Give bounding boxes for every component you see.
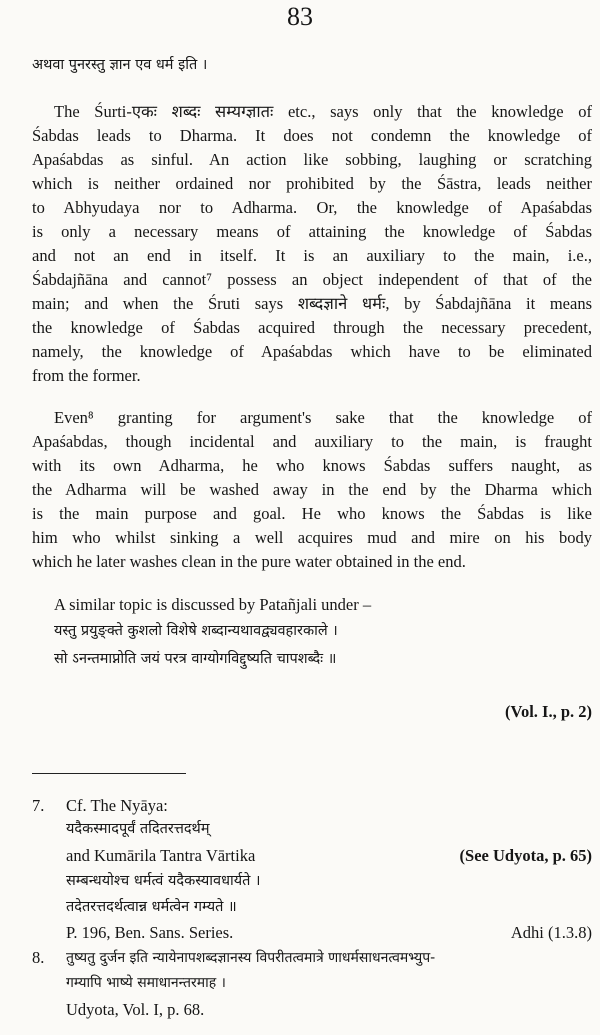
footnote-line: Udyota, Vol. I, p. 68. (66, 1000, 205, 1019)
paragraph-line: namely, the knowledge of Apaśabdas which have to be eliminated (32, 342, 592, 361)
paragraph-line: and not an end in itself. It is an auxiliary to the main, i.e., (32, 246, 592, 265)
paragraph-line: Śabdas leads to Dharma. It does not condemn the knowledge of (32, 126, 592, 145)
verse-line: सो ऽनन्तमाप्नोति जयं परत्र वाग्योगविद्दुष्यति चापशब्दैः ॥ (54, 651, 337, 667)
footnote-text: P. 196, Ben. Sans. Series. (66, 923, 234, 942)
footnote-reference: Adhi (1.3.8) (510, 923, 592, 942)
paragraph-line: Apaśabdas as sinful. An action like sobbing, laughing or scratching (32, 150, 592, 169)
paragraph-line: Apaśabdas, though incidental and auxiliary to the main, is fraught (32, 432, 592, 451)
footnote-reference: (See Udyota, p. 65) (459, 846, 592, 865)
footnote-label: 7. (32, 796, 45, 815)
footnote-label: 8. (32, 948, 45, 967)
verse-reference: (Vol. I., p. 2) (505, 702, 592, 721)
footnote-row (66, 844, 592, 868)
paragraph-line: Even⁸ granting for argument's sake that the knowledge of (54, 408, 592, 427)
paragraph-line: The Śurti-एकः शब्दः सम्यग्ज्ञातः etc., says only that the knowledge of (54, 102, 592, 121)
paragraph-line: the knowledge of Śabdas acquired through the necessary precedent, (32, 318, 592, 337)
verse-line: यस्तु प्रयुङ्क्ते कुशलो विशेषे शब्दान्यथावद्व्यवहारकाले । (54, 623, 338, 639)
paragraph-line: which he later washes clean in the pure water obtained in the end. (32, 552, 466, 571)
paragraph-line: is only a necessary means of attaining the knowledge of Śabdas (32, 222, 592, 241)
paragraph-line: to Abhyudaya nor to Adharma. Or, the knowledge of Apaśabdas (32, 198, 592, 217)
footnote-line: तुष्यतु दुर्जन इति न्यायेनापशब्दज्ञानस्य विपरीतत्वमात्रे णाधर्मसाधनत्वमभ्युप- (66, 950, 436, 966)
paragraph-line: is the main purpose and goal. He who knows the Śabdas is like (32, 504, 592, 523)
verse-reference-row (32, 700, 592, 724)
paragraph-line: main; and when the Śruti says शब्दज्ञाने धर्मः, by Śabdajñāna it means (32, 294, 592, 313)
footnote-line: तदेतरत्तदर्थत्वान्न धर्मत्वेन गम्यते ॥ (66, 899, 237, 915)
page-number: 83 (287, 2, 313, 31)
footnote-divider (32, 773, 186, 774)
paragraph-line: which is neither ordained nor prohibited by the Śāstra, leads neither (32, 174, 592, 193)
footnote-line: सम्बन्धयोश्च धर्मत्वं यदैकस्यावधार्यते । (66, 873, 261, 889)
paragraph-line: the Adharma will be washed away in the end by the Dharma which (32, 480, 592, 499)
footnote-text: and Kumārila Tantra Vārtika (66, 846, 256, 865)
paragraph-3-intro: A similar topic is discussed by Patañjali under – (54, 595, 372, 614)
footnote-row (66, 921, 592, 945)
footnote-line: Cf. The Nyāya: (66, 796, 168, 815)
top-sanskrit-line: अथवा पुनरस्तु ज्ञान एव धर्म इति । (32, 57, 208, 73)
paragraph-line: from the former. (32, 366, 141, 385)
paragraph-line: him who whilst sinking a well acquires mud and mire on his body (32, 528, 592, 547)
paragraph-line: with its own Adharma, he who knows Śabdas suffers naught, as (32, 456, 592, 475)
footnote-line: यदैकस्मादपूर्वं तदितरत्तदर्थम् (66, 821, 210, 837)
footnote-line: गम्यापि भाष्ये समाधानन्तरमाह । (66, 975, 226, 991)
paragraph-line: Śabdajñāna and cannot⁷ possess an object independent of that of the (32, 270, 592, 289)
